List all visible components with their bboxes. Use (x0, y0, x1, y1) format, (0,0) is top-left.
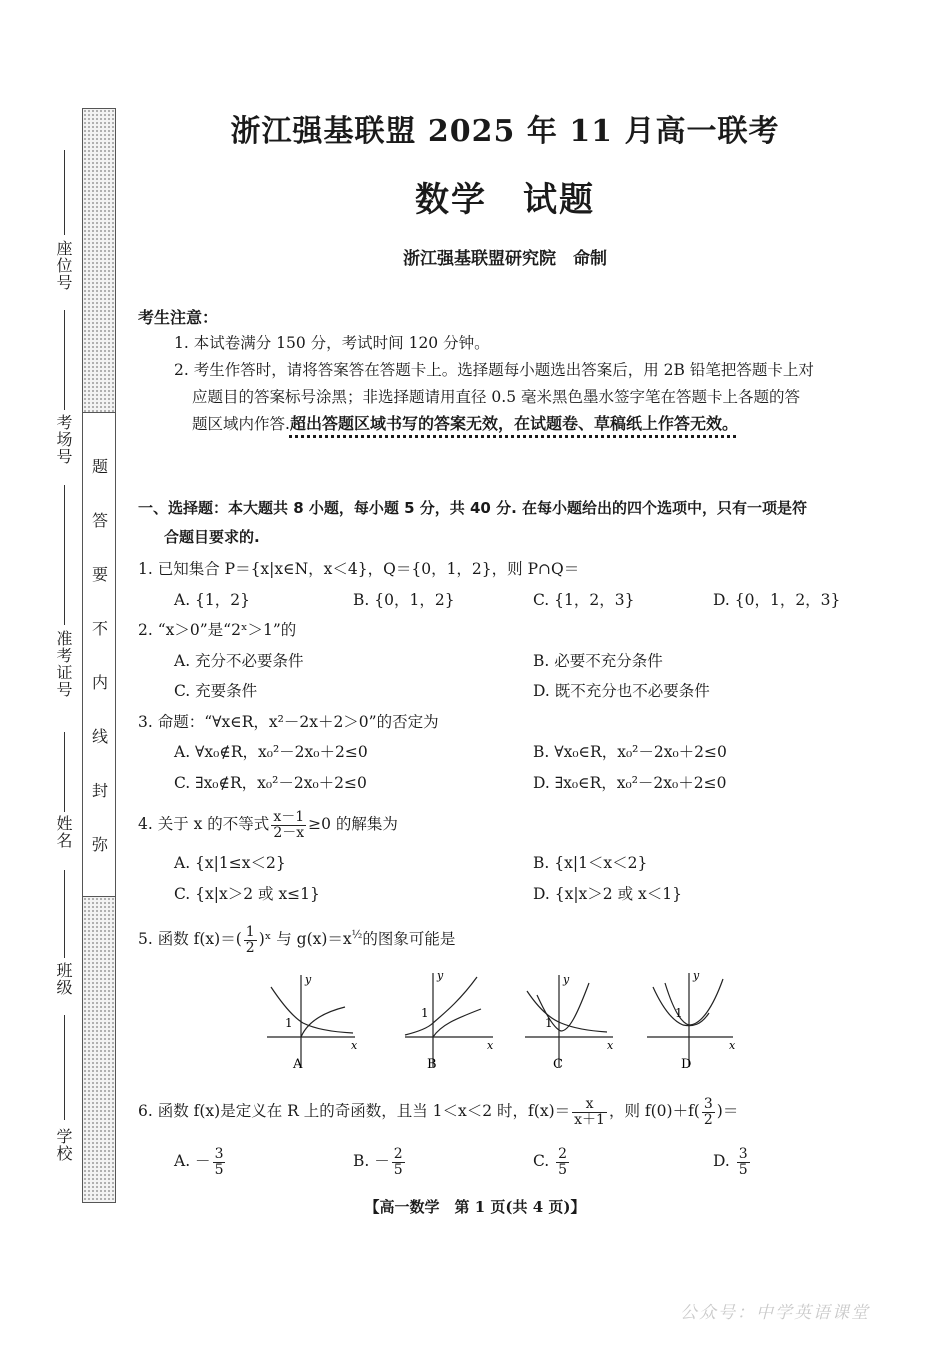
graph-b (405, 969, 494, 1072)
q6-b-pre: B. － (353, 1152, 390, 1170)
graph-a-y-label: y (305, 973, 312, 986)
q4-frac-den: 2－x (273, 824, 305, 841)
subject-title: 数学 试题 (415, 180, 595, 220)
q6-stem-post: )＝ (716, 1102, 739, 1120)
q6-b-num: 2 (393, 1145, 403, 1162)
q3-option-b: B. ∀x₀∈R，x₀²－2x₀＋2≤0 (533, 743, 727, 761)
page-footer: 【高一数学 第 1 页(共 4 页)】 (364, 1198, 586, 1216)
q4-stem (138, 808, 398, 841)
exam-room-line (64, 310, 65, 410)
section-heading-cont: 合题目要求的. (164, 528, 260, 546)
q5-frac-den: 2 (245, 939, 255, 956)
q6-fraction-2 (702, 1097, 715, 1128)
graph-b-curve-exp (405, 977, 477, 1035)
q4-stem-pre: 4. 关于 x 的不等式 (138, 815, 270, 833)
graph-a-label: A (293, 1057, 303, 1072)
q4-option-d: D. {x|x＞2 或 x＜1} (533, 885, 682, 903)
graph-c-curve-exp (527, 991, 607, 1032)
strip-char: 内 (91, 673, 108, 692)
graph-c-x-label: x (607, 1039, 614, 1052)
name-label: 姓名 (54, 815, 73, 849)
watermark: 公众号：中学英语课堂 (680, 1303, 870, 1323)
q1-option-d: D. {0，1，2，3} (713, 591, 841, 609)
exam-room-label: 考场号 (54, 414, 73, 465)
graph-a-x-label: x (351, 1039, 358, 1052)
strip-char: 弥 (91, 835, 108, 854)
graph-d (647, 969, 736, 1072)
q1-option-c: C. {1，2，3} (533, 591, 635, 609)
q6-a-num: 3 (214, 1145, 224, 1162)
q3-option-c: C. ∃x₀∉R，x₀²－2x₀＋2≤0 (174, 774, 367, 792)
graph-b-curve-power (433, 1009, 481, 1037)
q4-option-a: A. {x|1≤x＜2} (174, 854, 286, 872)
school-label: 学校 (54, 1128, 73, 1162)
school-line (64, 1015, 65, 1120)
q1-option-a: A. {1，2} (174, 591, 250, 609)
q5-graphs (255, 965, 765, 1075)
q6-frac2-num: 3 (703, 1095, 713, 1112)
q2-option-a: A. 充分不必要条件 (174, 652, 304, 670)
q6-c-pre: C. (533, 1152, 555, 1170)
q5-frac-num: 1 (245, 923, 255, 940)
q5-stem-mid: )ˣ 与 g(x)＝x (258, 930, 352, 949)
notice-item-2-last (192, 414, 738, 434)
q1-option-b: B. {0，1，2} (353, 591, 455, 609)
q6-option-d (713, 1144, 752, 1178)
seat-number-label: 座位号 (54, 240, 73, 291)
notice-title: 考生注意： (138, 308, 219, 327)
q6-stem (138, 1094, 738, 1128)
q2-option-c: C. 充要条件 (174, 682, 258, 700)
q4-frac-num: x－1 (273, 808, 305, 825)
q2-option-d: D. 既不充分也不必要条件 (533, 682, 710, 700)
graph-d-y-label: y (693, 969, 700, 982)
q6-frac2-den: 2 (703, 1111, 713, 1128)
admission-number-line (64, 485, 65, 625)
class-label: 班级 (54, 962, 73, 996)
binding-strip-text-area (83, 412, 115, 897)
q6-b-den: 5 (393, 1161, 403, 1178)
q4-fraction (271, 810, 306, 841)
maker-line: 浙江强基联盟研究院 命制 (403, 249, 607, 269)
graph-a-curve-exp (271, 987, 353, 1033)
q3-option-d: D. ∃x₀∈R，x₀²－2x₀＋2≤0 (533, 774, 727, 792)
section-heading: 一、选择题：本大题共 8 小题，每小题 5 分，共 40 分. 在每小题给出的四个选项中，只有一项是符 (138, 499, 808, 517)
q6-stem-pre: 6. 函数 f(x)是定义在 R 上的奇函数，且当 1＜x＜2 时，f(x)＝ (138, 1102, 571, 1120)
graph-a-curve-power (301, 1007, 345, 1037)
q6-d-pre: D. (713, 1152, 735, 1170)
graph-b-label: B (427, 1057, 437, 1072)
q6-fraction (572, 1097, 607, 1128)
q6-d-den: 5 (738, 1161, 748, 1178)
q6-d-frac (737, 1147, 750, 1178)
q5-stem-pre: 5. 函数 f(x)＝( (138, 930, 242, 949)
q2-stem: 2. “x＞0”是“2ˣ＞1”的 (138, 621, 297, 639)
q5-fraction (244, 925, 257, 956)
notice-plain: 题区域内作答. (192, 415, 290, 433)
graph-c (525, 973, 614, 1072)
strip-char: 答 (91, 511, 108, 530)
q3-stem: 3. 命题：“∀x∈R，x²－2x＋2＞0”的否定为 (138, 713, 439, 731)
graph-c-one: 1 (545, 1016, 553, 1030)
q4-option-c: C. {x|x＞2 或 x≤1} (174, 885, 320, 903)
q6-stem-mid: ，则 f(0)＋f( (608, 1102, 700, 1120)
graph-c-y-label: y (563, 973, 570, 986)
q6-b-frac (392, 1147, 405, 1178)
q6-frac-den: x＋1 (574, 1111, 605, 1128)
graph-b-y-label: y (437, 969, 444, 982)
q1-stem: 1. 已知集合 P＝{x|x∈N，x＜4}，Q＝{0，1，2}，则 P∩Q＝ (138, 560, 580, 578)
notice-item-1: 1. 本试卷满分 150 分，考试时间 120 分钟。 (174, 334, 490, 352)
graph-a-one: 1 (285, 1016, 293, 1030)
q5-stem-post: 的图象可能是 (362, 930, 456, 949)
graph-c-label: C (553, 1057, 563, 1072)
graph-d-x-label: x (729, 1039, 736, 1052)
q6-option-b (353, 1144, 407, 1178)
class-line (64, 870, 65, 958)
q4-option-b: B. {x|1＜x＜2} (533, 854, 648, 872)
q5-exponent: ½ (351, 928, 363, 941)
q6-frac-num: x (572, 1097, 607, 1113)
admission-number-label: 准考证号 (54, 630, 73, 698)
q2-option-b: B. 必要不充分条件 (533, 652, 663, 670)
notice-emphasis: 超出答题区域书写的答案无效，在试题卷、草稿纸上作答无效。 (289, 414, 738, 433)
strip-char: 不 (91, 619, 108, 638)
strip-char: 要 (91, 565, 108, 584)
name-line (64, 732, 65, 812)
graph-b-x-label: x (487, 1039, 494, 1052)
q6-a-frac (213, 1147, 226, 1178)
q6-c-num: 2 (558, 1145, 568, 1162)
graph-d-one: 1 (675, 1006, 683, 1020)
notice-item-2-cont: 应题目的答案标号涂黑；非选择题请用直径 0.5 毫米黑色墨水签字笔在答题卡上各题的答 (192, 388, 801, 406)
exam-title: 浙江强基联盟 2025 年 11 月高一联考 (230, 114, 780, 149)
q3-option-a: A. ∀x₀∉R，x₀²－2x₀＋2≤0 (174, 743, 368, 761)
q6-c-frac (556, 1147, 569, 1178)
strip-char: 题 (91, 457, 108, 476)
q6-option-a (174, 1144, 227, 1178)
graph-d-label: D (681, 1057, 692, 1072)
strip-char: 线 (91, 727, 108, 746)
graph-b-one: 1 (421, 1006, 429, 1020)
graph-a (267, 973, 358, 1072)
q6-d-num: 3 (738, 1145, 748, 1162)
q5-stem (138, 918, 455, 956)
q6-c-den: 5 (558, 1161, 568, 1178)
notice-item-2: 2. 考生作答时，请将答案答在答题卡上。选择题每小题选出答案后，用 2B 铅笔把答题卡上对 (174, 361, 814, 379)
q6-a-pre: A. － (174, 1152, 211, 1170)
q6-option-c (533, 1144, 571, 1178)
q6-a-den: 5 (214, 1161, 224, 1178)
q4-stem-post: ≥0 的解集为 (308, 815, 398, 833)
strip-char: 封 (91, 781, 108, 800)
